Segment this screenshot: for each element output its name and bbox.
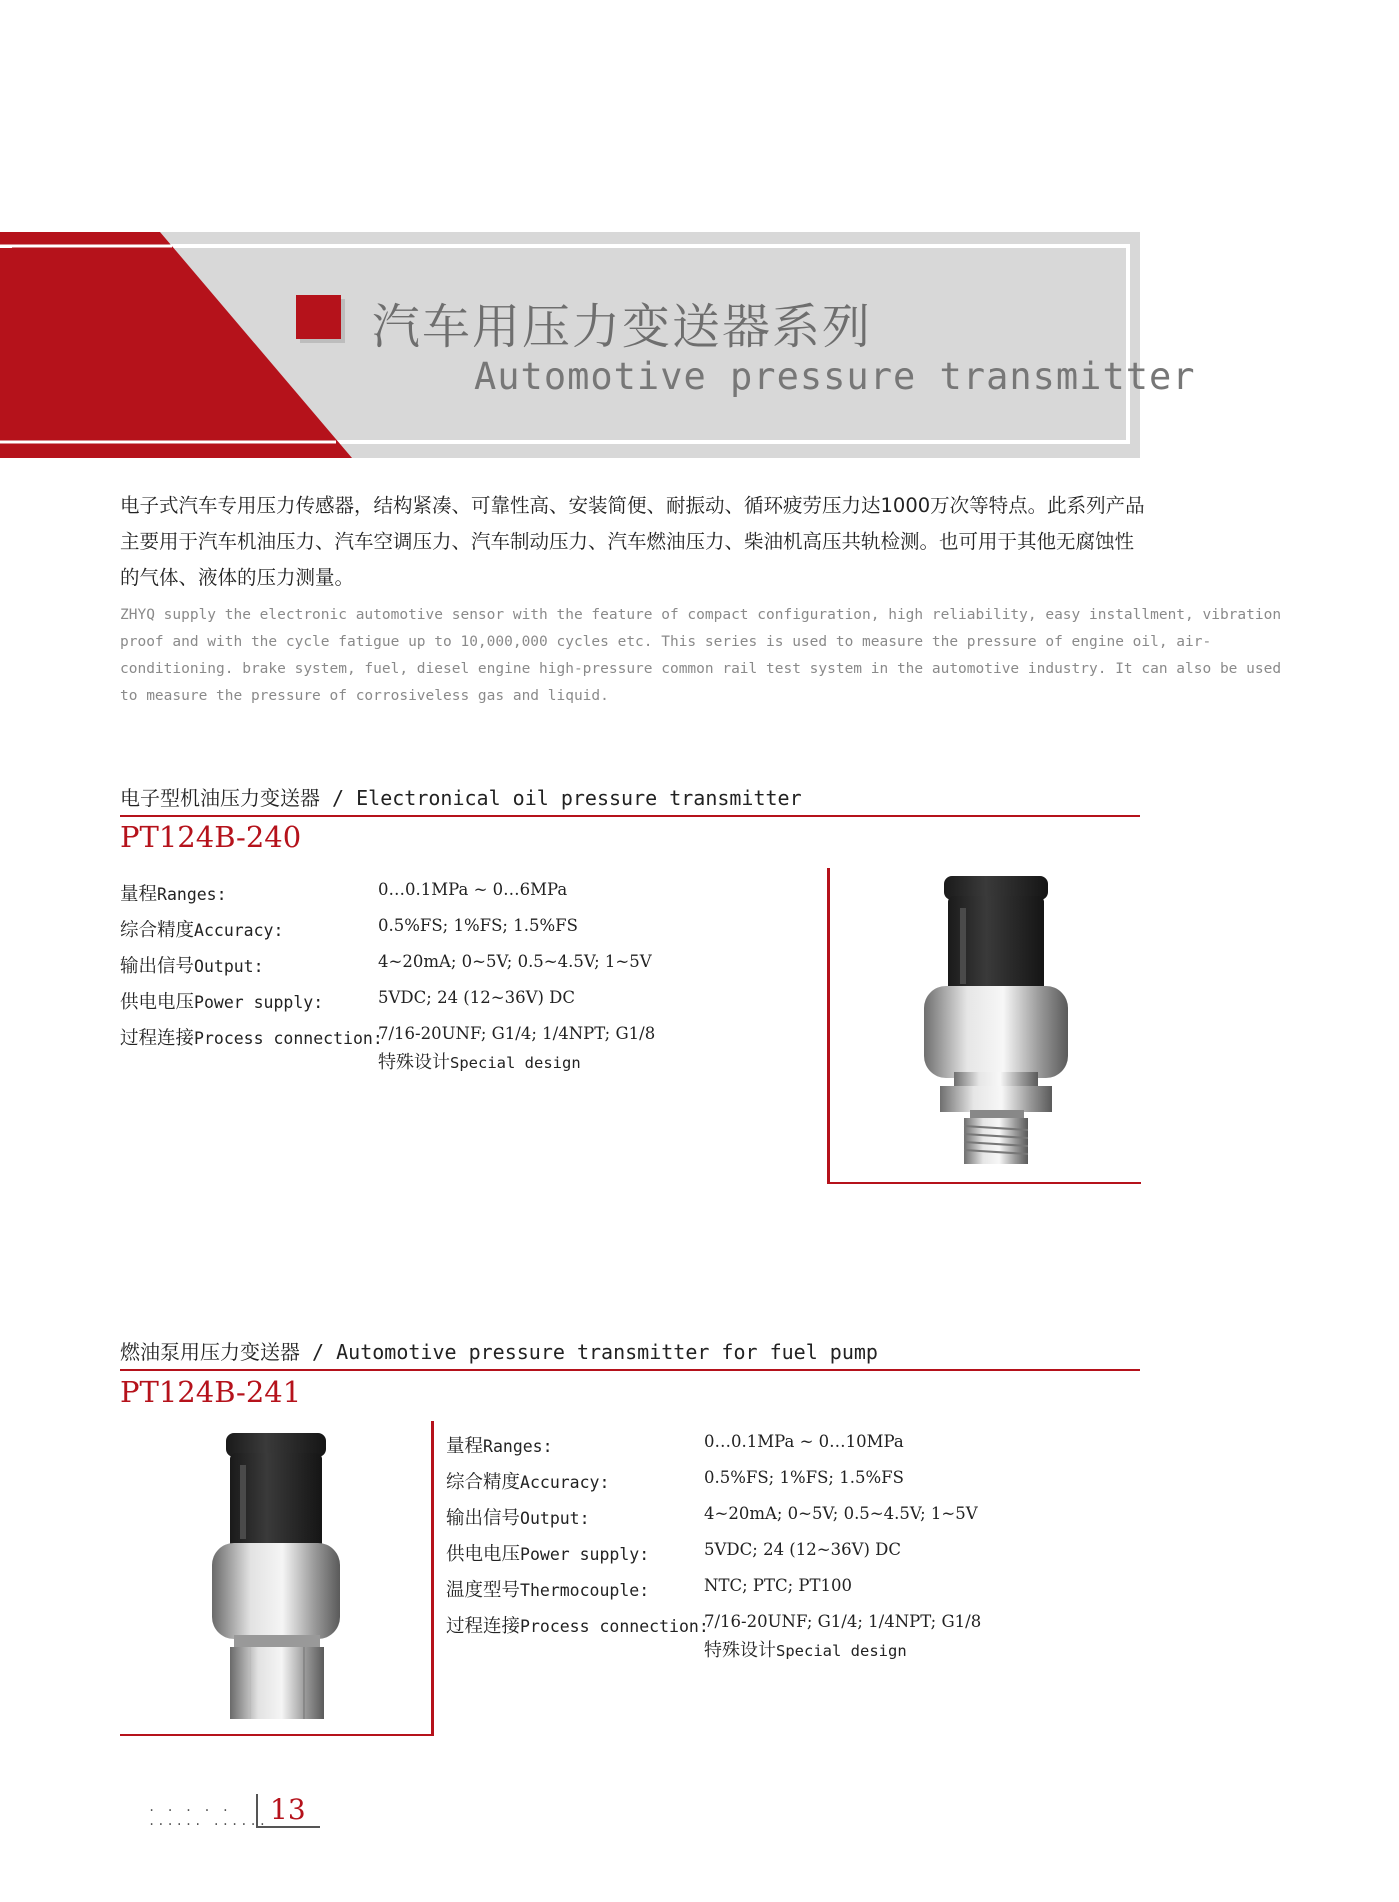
model-number: PT124B-240 [120, 820, 302, 854]
spec-label: 量程Ranges: [446, 1436, 553, 1457]
spec-label: 输出信号Output: [120, 956, 264, 977]
spec-row-output [446, 1504, 1126, 1540]
page-number: 13 [256, 1794, 320, 1828]
spec-label: 供电电压Power supply: [120, 992, 324, 1013]
spec-value: 4~20mA; 0~5V; 0.5~4.5V; 1~5V [704, 1504, 978, 1523]
spec-value: 7/16-20UNF; G1/4; 1/4NPT; G1/8 [378, 1024, 656, 1043]
spec-value: 0…0.1MPa ~ 0…6MPa [378, 880, 568, 899]
section-title-en: / Automotive pressure transmitter for fuel pump [300, 1340, 878, 1364]
spec-label: 综合精度Accuracy: [120, 920, 284, 941]
spec-row-connection [120, 1024, 720, 1084]
page-subtitle: Automotive pressure transmitter [474, 355, 1196, 398]
spec-value: 0…0.1MPa ~ 0…10MPa [704, 1432, 904, 1451]
spec-value: 5VDC; 24 (12~36V) DC [704, 1540, 902, 1559]
section-title-oil-transmitter [120, 782, 1140, 817]
intro-english: ZHYQ supply the electronic automotive sensor with the feature of compact configuration, high reliability, easy installment, vibration proof and with the cycle fatigue up to 10,000,000 cycles etc. This series is used to measure the pressure of engine oil, air-conditioning. brake system, fuel, diesel engine high-pressure common rail test system in the automotive industry. It can also be used to measure the pressure of corrosiveless gas and liquid. [120, 607, 1282, 704]
spec-row-thermocouple [446, 1576, 1126, 1612]
product-image-frame [120, 1421, 434, 1736]
spec-row-ranges [446, 1432, 1126, 1468]
spec-list [446, 1432, 1126, 1672]
title-square-icon [296, 295, 341, 339]
spec-value: 0.5%FS; 1%FS; 1.5%FS [704, 1468, 904, 1487]
spec-value: 7/16-20UNF; G1/4; 1/4NPT; G1/8 [704, 1612, 982, 1631]
section-title-en: / Electronical oil pressure transmitter [320, 786, 802, 810]
product-image-frame [827, 868, 1141, 1184]
spec-row-power [446, 1540, 1126, 1576]
spec-label: 综合精度Accuracy: [446, 1472, 610, 1493]
spec-label: 供电电压Power supply: [446, 1544, 650, 1565]
spec-label: 温度型号Thermocouple: [446, 1580, 650, 1601]
intro-chinese: 电子式汽车专用压力传感器，结构紧凑、可靠性高、安装简便、耐振动、循环疲劳压力达1000万次等特点。此系列产品主要用于汽车机油压力、汽车空调压力、汽车制动压力、汽车燃油压力、柴油机高压共轨检测。也可用于其他无腐蚀性的气体、液体的压力测量。 [120, 494, 1145, 589]
spec-row-output [120, 952, 720, 988]
spec-value: NTC; PTC; PT100 [704, 1576, 853, 1595]
spec-list [120, 880, 720, 1084]
spec-row-accuracy [120, 916, 720, 952]
spec-label: 量程Ranges: [120, 884, 227, 905]
spec-row-accuracy [446, 1468, 1126, 1504]
section-title-cn: 电子型机油压力变送器 [120, 786, 320, 810]
spec-label: 过程连接Process connection: [446, 1616, 709, 1637]
model-number: PT124B-241 [120, 1375, 302, 1409]
spec-value-secondary: 特殊设计Special design [378, 1052, 581, 1073]
spec-value: 0.5%FS; 1%FS; 1.5%FS [378, 916, 578, 935]
spec-row-power [120, 988, 720, 1024]
page-title: 汽车用压力变送器系列 [372, 299, 873, 355]
section-title-fuel-pump-transmitter [120, 1336, 1140, 1371]
spec-value: 4~20mA; 0~5V; 0.5~4.5V; 1~5V [378, 952, 652, 971]
section-title-cn: 燃油泵用压力变送器 [120, 1340, 300, 1364]
spec-label: 输出信号Output: [446, 1508, 590, 1529]
spec-value: 5VDC; 24 (12~36V) DC [378, 988, 576, 1007]
oil-pressure-transmitter-image [830, 868, 1140, 1180]
spec-label: 过程连接Process connection: [120, 1028, 383, 1049]
spec-row-connection [446, 1612, 1126, 1672]
spec-value-secondary: 特殊设计Special design [704, 1640, 907, 1661]
fuel-pump-transmitter-image [120, 1421, 430, 1733]
footer-decoration: . . . . . ...... ...... [148, 1800, 268, 1828]
spec-row-ranges [120, 880, 720, 916]
